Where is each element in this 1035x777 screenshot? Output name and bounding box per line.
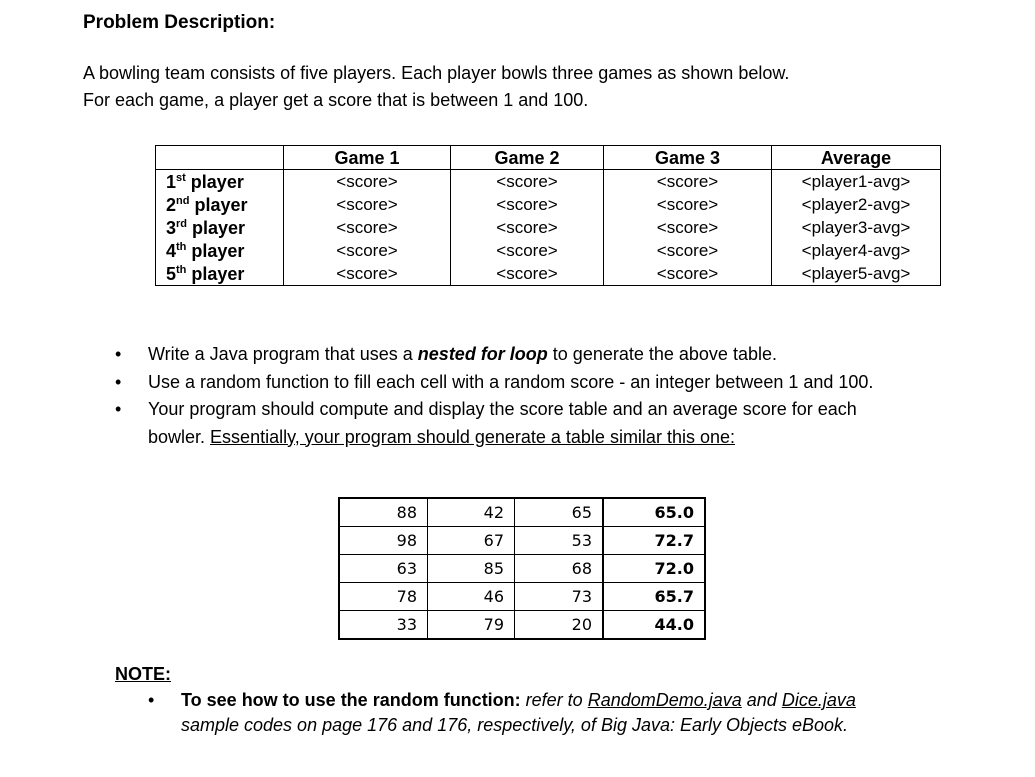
score-cell: <score> bbox=[451, 239, 604, 262]
row-label: 2nd player bbox=[156, 193, 284, 216]
score-cell: <score> bbox=[284, 193, 451, 216]
requirement-item: • Write a Java program that uses a nested for loop to generate the above table. bbox=[113, 341, 973, 369]
random-demo-link[interactable]: RandomDemo.java bbox=[587, 690, 742, 710]
sample-average-cell: 72.0 bbox=[603, 555, 705, 583]
emphasis-text: nested for loop bbox=[417, 344, 548, 364]
average-cell: <player2-avg> bbox=[772, 193, 941, 216]
score-cell: <score> bbox=[284, 262, 451, 286]
sample-score-cell: 98 bbox=[339, 527, 428, 555]
row-label: 5th player bbox=[156, 262, 284, 286]
header-empty-cell bbox=[156, 146, 284, 170]
note-lead: To see how to use the random function: bbox=[181, 690, 521, 710]
intro-line-2: For each game, a player get a score that is between 1 and 100. bbox=[83, 90, 589, 110]
sample-score-table bbox=[338, 497, 706, 640]
template-score-table bbox=[155, 145, 941, 286]
sample-average-cell: 65.0 bbox=[603, 498, 705, 527]
average-cell: <player5-avg> bbox=[772, 262, 941, 286]
sample-score-cell: 78 bbox=[339, 583, 428, 611]
average-cell: <player3-avg> bbox=[772, 216, 941, 239]
sample-score-cell: 42 bbox=[428, 498, 515, 527]
note-heading: NOTE: bbox=[115, 664, 171, 684]
requirements-list bbox=[113, 341, 973, 451]
requirement-item: • Your program should compute and display the score table and an average score for each bowler. Essentially, your program should generate a table similar this one: bbox=[113, 396, 973, 451]
score-cell: <score> bbox=[284, 170, 451, 194]
sample-score-cell: 79 bbox=[428, 611, 515, 640]
sample-average-cell: 65.7 bbox=[603, 583, 705, 611]
header-game-2: Game 2 bbox=[451, 146, 604, 170]
sample-score-cell: 20 bbox=[515, 611, 604, 640]
score-cell: <score> bbox=[451, 262, 604, 286]
bullet-icon: • bbox=[115, 344, 122, 364]
sample-score-cell: 46 bbox=[428, 583, 515, 611]
template-row-4 bbox=[156, 239, 941, 262]
row-label: 3rd player bbox=[156, 216, 284, 239]
score-cell: <score> bbox=[604, 239, 772, 262]
bullet-icon: • bbox=[148, 690, 155, 710]
sample-score-cell: 67 bbox=[428, 527, 515, 555]
row-label: 4th player bbox=[156, 239, 284, 262]
sample-score-cell: 88 bbox=[339, 498, 428, 527]
sample-score-cell: 63 bbox=[339, 555, 428, 583]
sample-score-cell: 53 bbox=[515, 527, 604, 555]
sample-score-cell: 73 bbox=[515, 583, 604, 611]
template-row-1 bbox=[156, 170, 941, 194]
sample-score-cell: 65 bbox=[515, 498, 604, 527]
sample-row-3 bbox=[339, 555, 705, 583]
note-text: To see how to use the random function: refer to RandomDemo.java and Dice.java sample codes on page 176 and 176, respectively, of Big Java: Early Objects eBook. bbox=[181, 690, 856, 735]
score-cell: <score> bbox=[604, 216, 772, 239]
score-cell: <score> bbox=[284, 216, 451, 239]
bullet-icon: • bbox=[115, 399, 122, 419]
sample-score-cell: 85 bbox=[428, 555, 515, 583]
bullet-icon: • bbox=[115, 371, 122, 392]
intro-paragraph bbox=[83, 60, 789, 114]
average-cell: <player4-avg> bbox=[772, 239, 941, 262]
sample-row-4 bbox=[339, 583, 705, 611]
sample-row-1 bbox=[339, 498, 705, 527]
row-label: 1st player bbox=[156, 170, 284, 194]
note-item bbox=[148, 688, 978, 738]
intro-line-1: A bowling team consists of five players. Each player bowls three games as shown below. bbox=[83, 63, 790, 83]
score-cell: <score> bbox=[604, 193, 772, 216]
template-row-5 bbox=[156, 262, 941, 286]
average-cell: <player1-avg> bbox=[772, 170, 941, 194]
header-game-1: Game 1 bbox=[284, 146, 451, 170]
sample-row-2 bbox=[339, 527, 705, 555]
problem-title: Problem Description: bbox=[83, 12, 276, 33]
score-cell: <score> bbox=[604, 262, 772, 286]
header-game-3: Game 3 bbox=[604, 146, 772, 170]
requirement-item: • Use a random function to fill each cell with a random score - an integer between 1 and 100. bbox=[113, 369, 973, 397]
sample-average-cell: 72.7 bbox=[603, 527, 705, 555]
sample-score-cell: 33 bbox=[339, 611, 428, 640]
dice-link[interactable]: Dice.java bbox=[781, 690, 856, 710]
template-row-3 bbox=[156, 216, 941, 239]
score-cell: <score> bbox=[451, 216, 604, 239]
template-header-row bbox=[156, 146, 941, 170]
sample-row-5 bbox=[339, 611, 705, 640]
sample-average-cell: 44.0 bbox=[603, 611, 705, 640]
template-row-2 bbox=[156, 193, 941, 216]
score-cell: <score> bbox=[604, 170, 772, 194]
score-cell: <score> bbox=[451, 170, 604, 194]
note-line-2: sample codes on page 176 and 176, respectively, of Big Java: Early Objects eBook. bbox=[181, 715, 849, 735]
header-average: Average bbox=[772, 146, 941, 170]
score-cell: <score> bbox=[451, 193, 604, 216]
sample-score-cell: 68 bbox=[515, 555, 604, 583]
score-cell: <score> bbox=[284, 239, 451, 262]
underlined-text: Essentially, your program should generate a table similar this one: bbox=[210, 426, 735, 447]
